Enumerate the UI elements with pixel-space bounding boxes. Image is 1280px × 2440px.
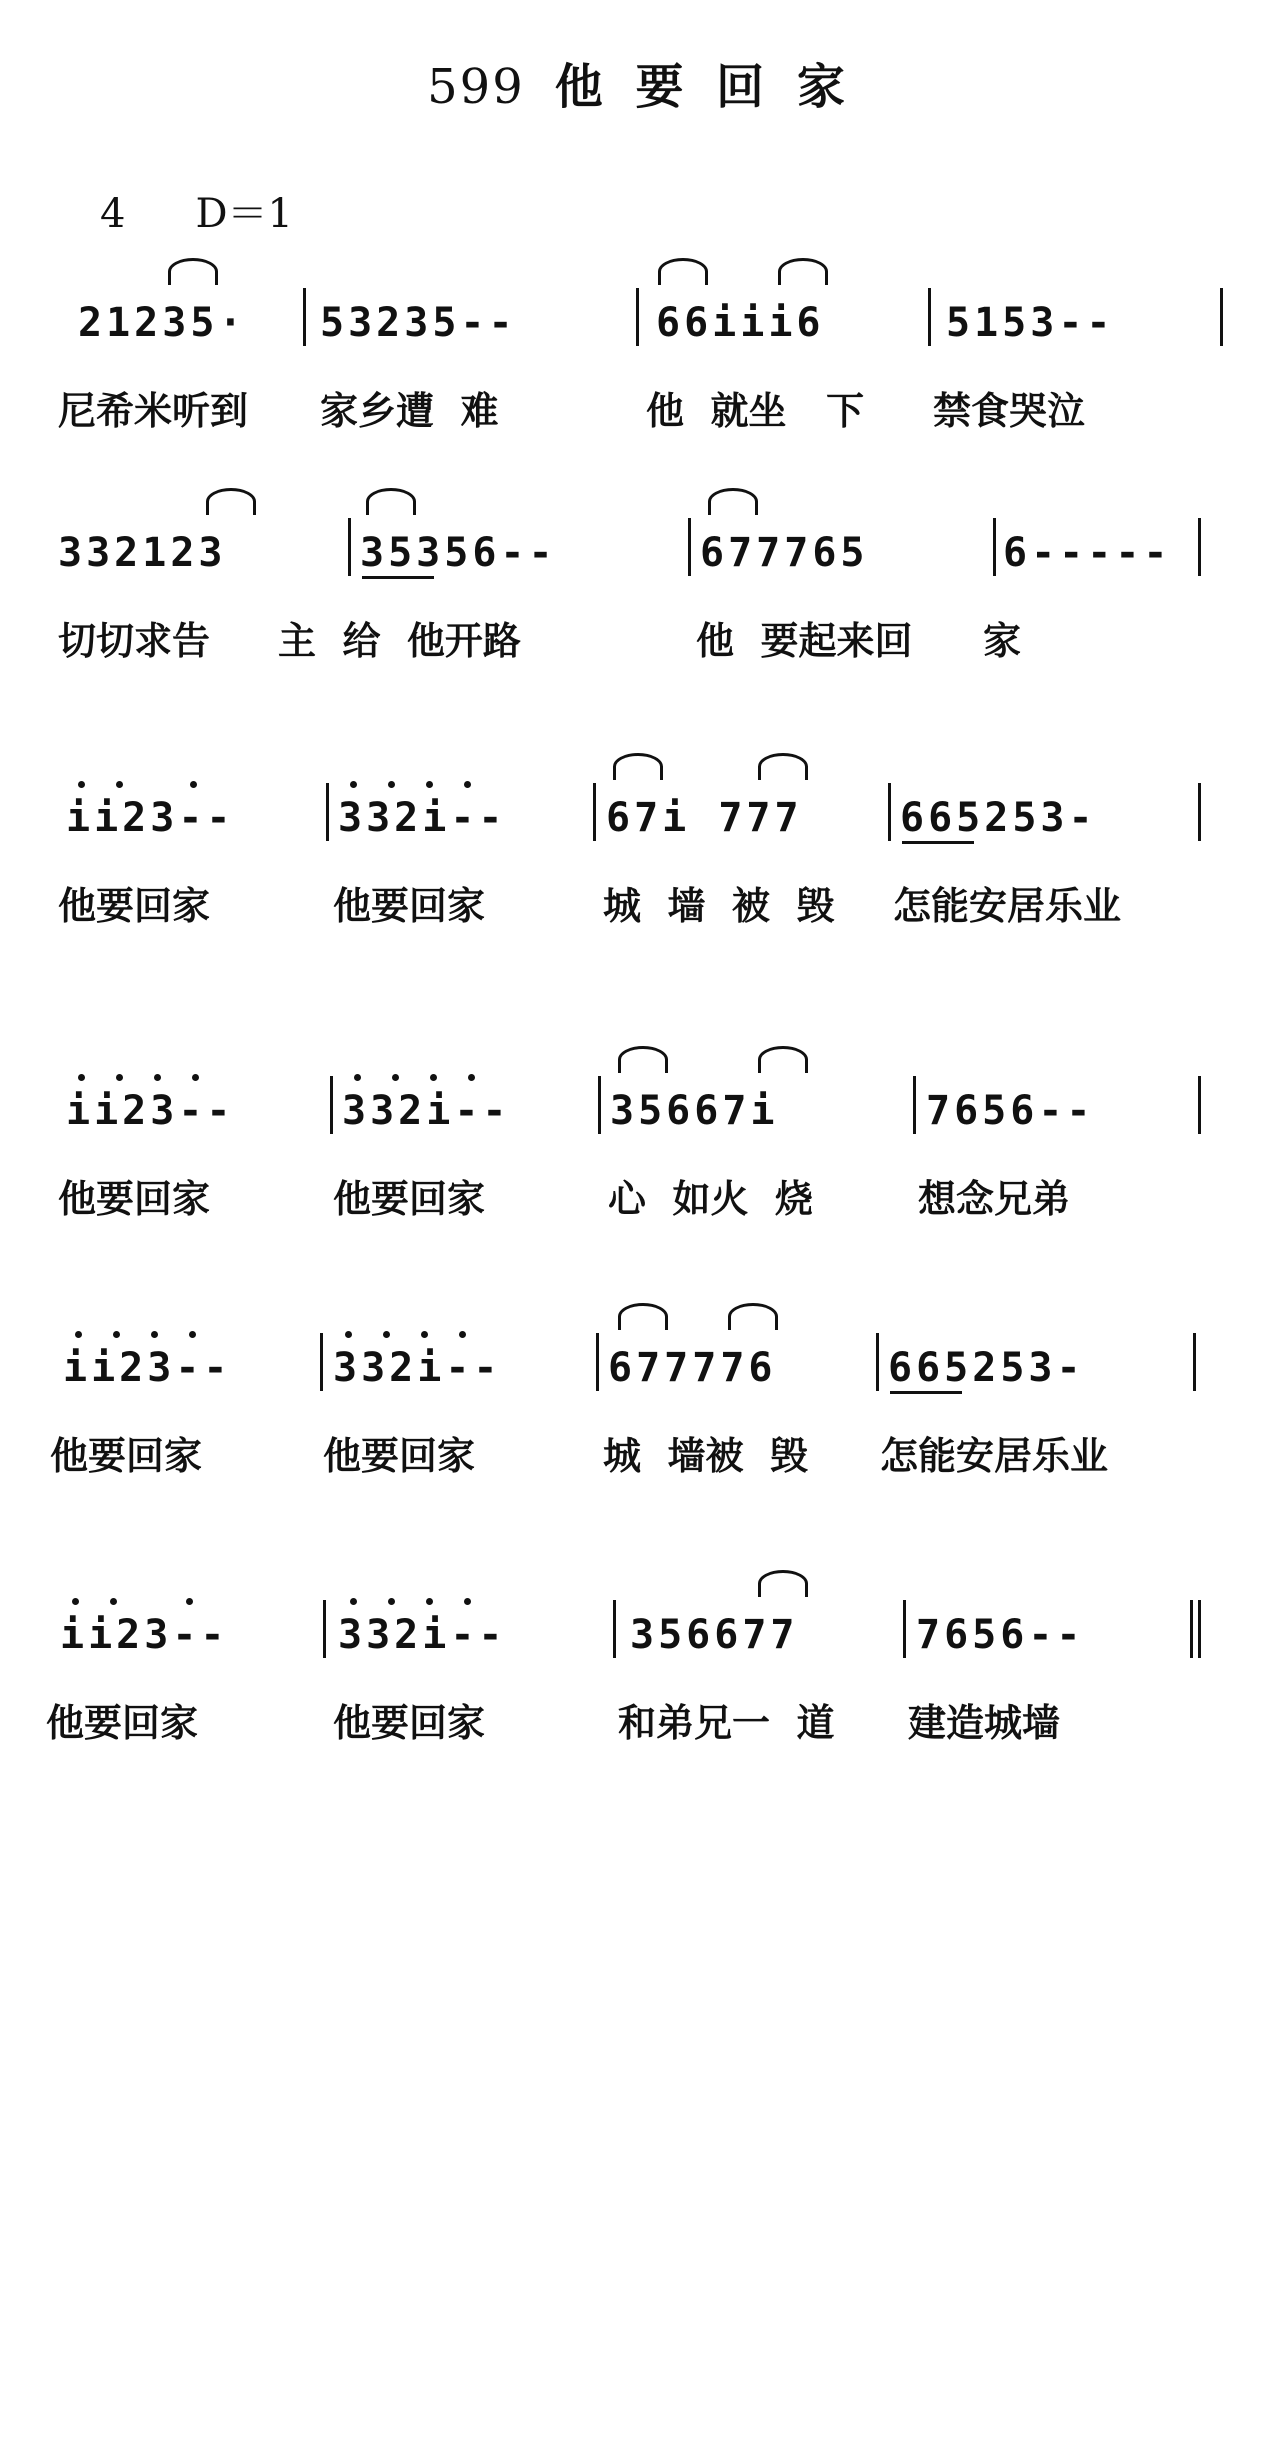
octave-dot: [113, 1331, 120, 1338]
octave-dot: [464, 781, 471, 788]
measure: 665253-: [900, 795, 1097, 841]
score-row-5: [50, 1345, 1228, 1545]
octave-dot: [350, 1598, 357, 1605]
song-title: [0, 48, 1280, 117]
barline: [303, 288, 306, 346]
octave-dot: [110, 1598, 117, 1605]
barline: [993, 518, 996, 576]
meter: 4: [100, 191, 126, 237]
octave-dot: [426, 781, 433, 788]
barline: [688, 518, 691, 576]
measure: ii23--: [66, 795, 235, 841]
barline: [323, 1600, 326, 1658]
measure: 7656--: [916, 1612, 1085, 1658]
slur: [758, 1570, 808, 1597]
octave-dot: [383, 1331, 390, 1338]
measure: 332i--: [333, 1345, 502, 1391]
octave-dot: [426, 1598, 433, 1605]
measure: 5153--: [946, 300, 1115, 346]
barline: [1220, 288, 1223, 346]
measure: 677776: [608, 1345, 777, 1391]
barline: [1198, 1076, 1201, 1134]
lyric: 他要回家: [323, 1434, 476, 1478]
barline: [1198, 518, 1201, 576]
slur: [728, 1303, 778, 1330]
measure: 35667i: [610, 1088, 779, 1134]
slur: [778, 258, 828, 285]
score-row-2: [58, 530, 1228, 730]
slur: [708, 488, 758, 515]
underline: [902, 841, 974, 844]
octave-dot: [421, 1331, 428, 1338]
octave-dot: [350, 781, 357, 788]
octave-dot: [468, 1074, 475, 1081]
lyric: 心 如火 烧: [608, 1177, 813, 1221]
barline: [596, 1333, 599, 1391]
octave-dot: [186, 1598, 193, 1605]
octave-dot: [464, 1598, 471, 1605]
octave-dot: [189, 1331, 196, 1338]
notation-line: [58, 1345, 1085, 1405]
lyric: 他要回家: [58, 884, 211, 928]
lyric: 切切求告: [58, 619, 211, 663]
measure: 332123: [58, 530, 227, 576]
slur: [758, 1046, 808, 1073]
notation-line: [58, 795, 1097, 855]
barline: [903, 1600, 906, 1658]
octave-dot: [78, 781, 85, 788]
slur: [366, 488, 416, 515]
octave-dot: [192, 1074, 199, 1081]
slur: [618, 1046, 668, 1073]
barline: [320, 1333, 323, 1391]
underline: [890, 1391, 962, 1394]
octave-dot: [354, 1074, 361, 1081]
octave-dot: [345, 1331, 352, 1338]
lyric: 他要回家: [333, 1177, 486, 1221]
barline: [876, 1333, 879, 1391]
barline: [326, 783, 329, 841]
lyric: 他 要起来回: [696, 619, 913, 663]
lyric: 他 就坐 下: [646, 389, 865, 433]
measure: 677765: [700, 530, 869, 576]
octave-dot: [151, 1331, 158, 1338]
notation-line: [58, 1612, 1085, 1672]
lyric: 家乡遭 难: [320, 389, 499, 433]
slur: [658, 258, 708, 285]
lyric: 他要回家: [58, 1177, 211, 1221]
lyric: 城 墙被 毁: [603, 1434, 808, 1478]
notation-line: [58, 1088, 1095, 1148]
barline: [598, 1076, 601, 1134]
barline: [913, 1076, 916, 1134]
lyric: 和弟兄一 道: [618, 1701, 835, 1745]
measure: ii23--: [66, 1088, 235, 1134]
score-row-4: [58, 1088, 1228, 1288]
measure: 66iii6: [656, 300, 825, 346]
score-row-3: [58, 795, 1228, 995]
lyric: 城 墙 被 毁: [603, 884, 835, 928]
measure: 7656--: [926, 1088, 1095, 1134]
slur: [613, 753, 663, 780]
score-row-1: [58, 300, 1228, 500]
octave-dot: [459, 1331, 466, 1338]
lyric: 怎能安居乐业: [880, 1434, 1109, 1478]
measure: 332i--: [338, 795, 507, 841]
lyric: 建造城墙: [908, 1701, 1061, 1745]
measure: 67i 777: [606, 795, 803, 841]
octave-dot: [392, 1074, 399, 1081]
measure: ii23--: [60, 1612, 229, 1658]
measure: ii23--: [63, 1345, 232, 1391]
song-number: 599: [427, 59, 525, 115]
song-name: 他 要 回 家: [554, 59, 853, 115]
barline: [593, 783, 596, 841]
lyric: 想念兄弟: [918, 1177, 1071, 1221]
lyric: 他要回家: [333, 884, 486, 928]
slur: [168, 258, 218, 285]
final-barline: [1190, 1600, 1201, 1658]
lyric: 主 给 他开路: [278, 619, 521, 663]
octave-dot: [388, 1598, 395, 1605]
barline: [1193, 1333, 1196, 1391]
lyric: 尼希米听到: [58, 389, 249, 433]
key: D＝1: [195, 191, 293, 237]
octave-dot: [75, 1331, 82, 1338]
octave-dot: [116, 1074, 123, 1081]
underline: [362, 576, 434, 579]
measure: 356677: [630, 1612, 799, 1658]
barline: [928, 288, 931, 346]
octave-dot: [430, 1074, 437, 1081]
lyric: 家: [983, 619, 1022, 663]
octave-dot: [116, 781, 123, 788]
octave-dot: [154, 1074, 161, 1081]
lyric: 他要回家: [50, 1434, 203, 1478]
measure: 332i--: [338, 1612, 507, 1658]
measure: 35356--: [360, 530, 557, 576]
lyric: 他要回家: [46, 1701, 199, 1745]
barline: [888, 783, 891, 841]
measure: 53235--: [320, 300, 517, 346]
measure: 665253-: [888, 1345, 1085, 1391]
octave-dot: [190, 781, 197, 788]
key-signature: [100, 182, 363, 239]
slur: [618, 1303, 668, 1330]
barline: [330, 1076, 333, 1134]
slur: [206, 488, 256, 515]
barline: [613, 1600, 616, 1658]
measure: 21235·: [78, 300, 247, 346]
octave-dot: [72, 1598, 79, 1605]
lyric: 他要回家: [333, 1701, 486, 1745]
octave-dot: [78, 1074, 85, 1081]
octave-dot: [388, 781, 395, 788]
notation-line: [58, 530, 1172, 590]
measure: 332i--: [342, 1088, 511, 1134]
slur: [758, 753, 808, 780]
lyric: 怎能安居乐业: [893, 884, 1122, 928]
measure: 6-----: [1003, 530, 1172, 576]
score-row-6: [46, 1612, 1228, 1812]
barline: [348, 518, 351, 576]
lyric: 禁食哭泣: [933, 389, 1086, 433]
barline: [1198, 783, 1201, 841]
barline: [636, 288, 639, 346]
notation-line: [58, 300, 1115, 360]
